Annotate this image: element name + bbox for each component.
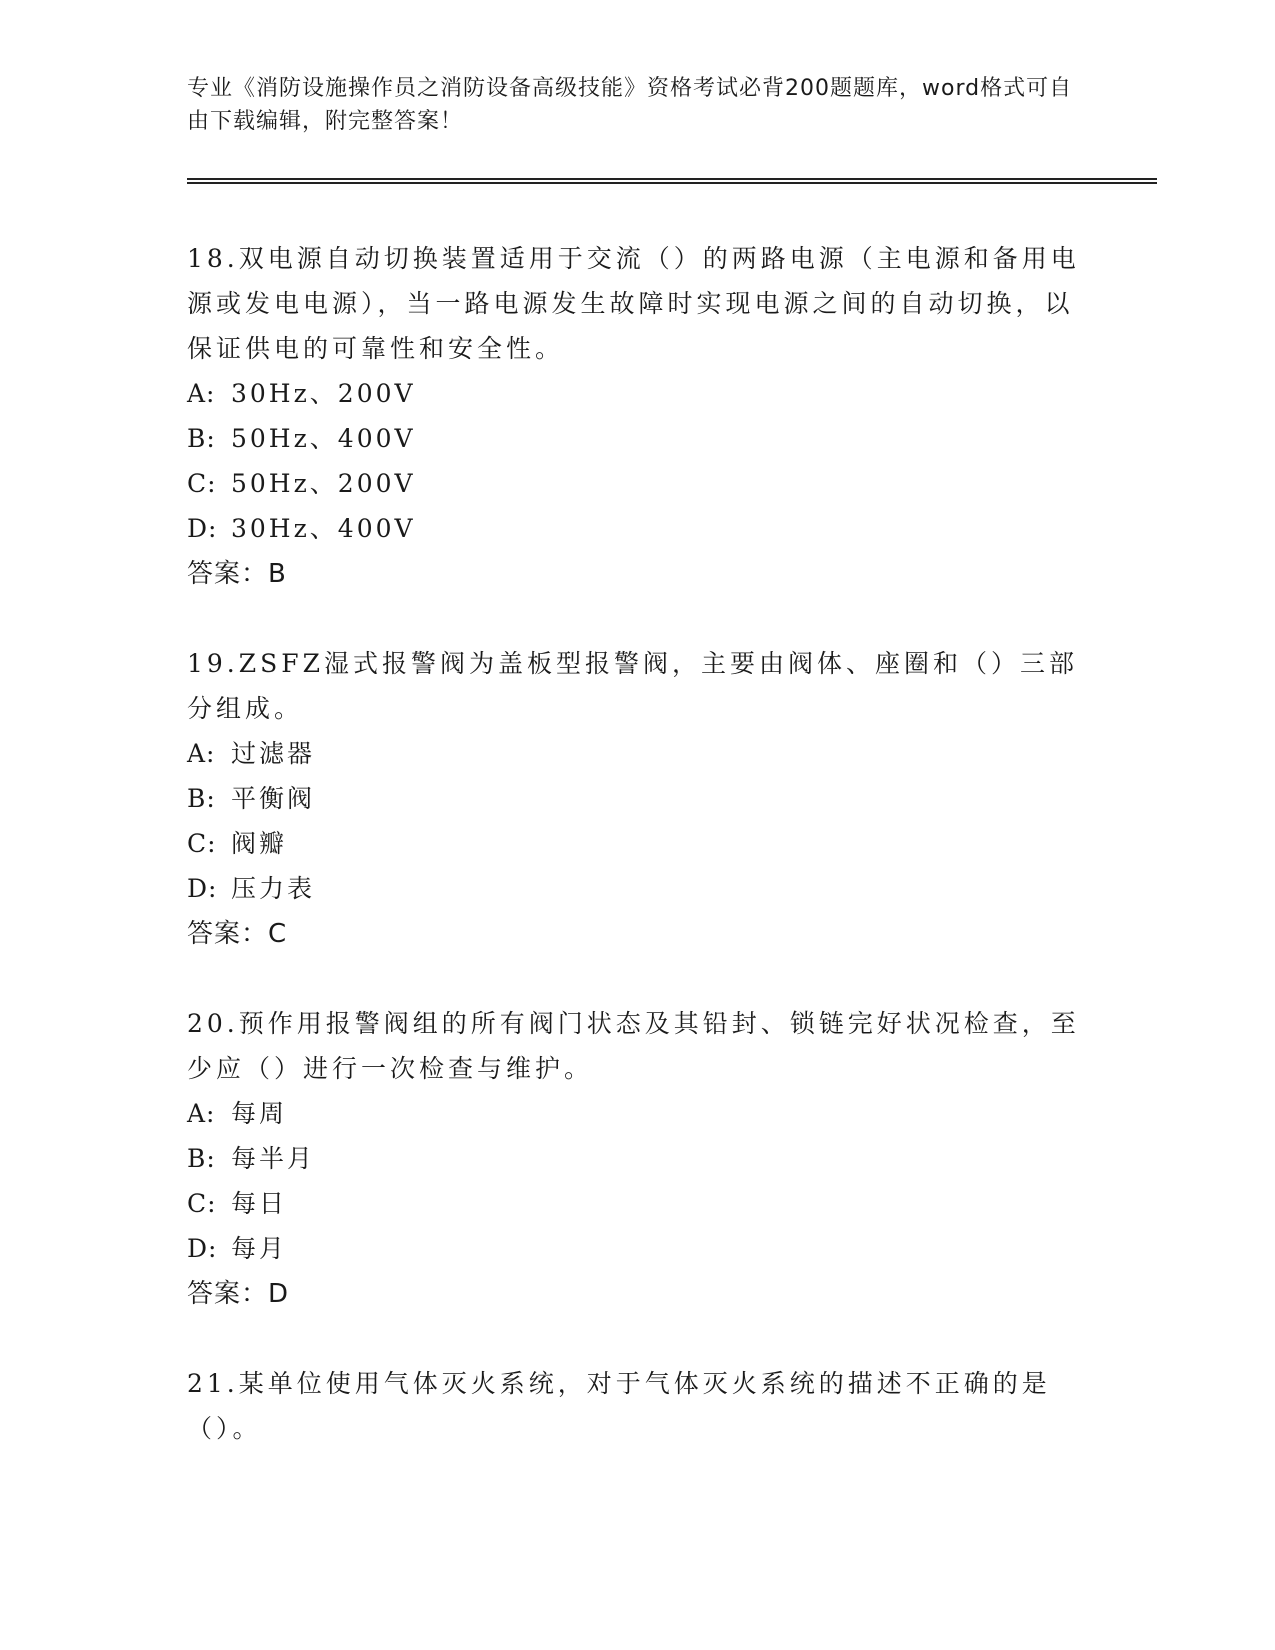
question-stem: 19.ZSFZ湿式报警阀为盖板型报警阀，主要由阀体、座圈和（）三部分组成。 — [187, 649, 1078, 723]
question-list — [187, 236, 1087, 1495]
question-stem: 18.双电源自动切换装置适用于交流（）的两路电源（主电源和备用电源或发电电源），当一路电源发生故障时实现电源之间的自动切换，以保证供电的可靠性和安全性。 — [187, 244, 1080, 363]
question-21 — [187, 1361, 1087, 1451]
question-18 — [187, 236, 1087, 597]
option-text: 压力表 — [231, 874, 316, 903]
header-text: 专业《消防设施操作员之消防设备高级技能》资格考试必背200题题库，word格式可自由下载编辑，附完整答案！ — [187, 76, 1073, 134]
option-letter: C: — [187, 1189, 217, 1218]
divider-line-bottom — [187, 182, 1157, 184]
option-c — [187, 461, 1087, 506]
document-header — [187, 72, 1157, 138]
option-d — [187, 866, 1087, 911]
option-text: 每月 — [231, 1234, 288, 1263]
option-letter: D: — [187, 874, 218, 903]
option-text: 平衡阀 — [231, 784, 316, 813]
option-letter: A: — [187, 1099, 216, 1128]
option-text: 50Hz、200V — [231, 469, 416, 498]
option-a — [187, 371, 1087, 416]
option-text: 阀瓣 — [231, 829, 288, 858]
option-text: 50Hz、400V — [231, 424, 416, 453]
option-d — [187, 1226, 1087, 1271]
option-b — [187, 416, 1087, 461]
option-letter: C: — [187, 469, 217, 498]
option-text: 每日 — [231, 1189, 288, 1218]
option-a — [187, 731, 1087, 776]
option-letter: D: — [187, 514, 218, 543]
option-c — [187, 1181, 1087, 1226]
option-letter: B: — [187, 784, 216, 813]
option-d — [187, 506, 1087, 551]
divider-line-top — [187, 178, 1157, 180]
option-a — [187, 1091, 1087, 1136]
option-b — [187, 1136, 1087, 1181]
question-stem: 20.预作用报警阀组的所有阀门状态及其铅封、锁链完好状况检查，至少应（）进行一次检查与维护。 — [187, 1009, 1080, 1083]
answer-label: 答案：B — [187, 559, 287, 589]
option-letter: B: — [187, 1144, 216, 1173]
option-letter: A: — [187, 379, 216, 408]
answer-label: 答案：D — [187, 1279, 290, 1309]
option-letter: C: — [187, 829, 217, 858]
question-19 — [187, 641, 1087, 957]
question-stem: 21.某单位使用气体灭火系统，对于气体灭火系统的描述不正确的是（）。 — [187, 1369, 1051, 1443]
option-text: 每半月 — [231, 1144, 316, 1173]
option-text: 30Hz、400V — [231, 514, 416, 543]
option-text: 30Hz、200V — [231, 379, 416, 408]
option-text: 过滤器 — [231, 739, 316, 768]
option-b — [187, 776, 1087, 821]
question-20 — [187, 1001, 1087, 1317]
option-letter: D: — [187, 1234, 218, 1263]
answer-label: 答案：C — [187, 919, 288, 949]
option-letter: B: — [187, 424, 216, 453]
option-text: 每周 — [231, 1099, 288, 1128]
option-letter: A: — [187, 739, 216, 768]
option-c — [187, 821, 1087, 866]
header-divider — [187, 178, 1157, 184]
